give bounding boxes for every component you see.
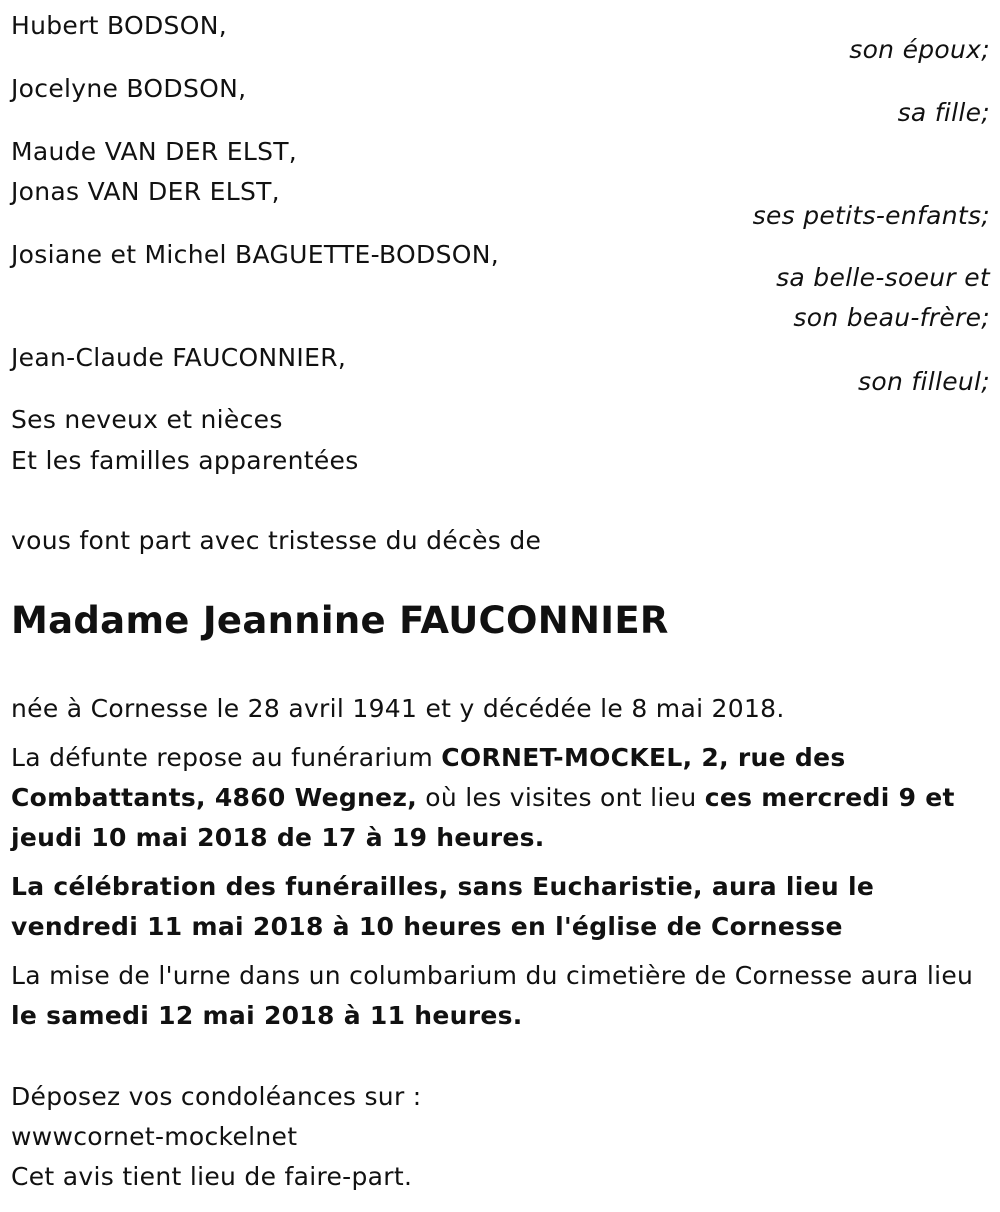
related-families: Et les familles apparentées (11, 446, 359, 475)
condolences-website: wwwcornet-mockelnet (11, 1122, 298, 1151)
family-member-jeanclaude: Jean-Claude FAUCONNIER, (11, 343, 347, 372)
relation-inlaws-line2: son beau-frère; (793, 303, 990, 332)
funeral-ceremony: La célébration des funérailles, sans Eucharistie, aura lieu le vendredi 11 mai 2018 à 10 heures en l'église de Cornesse (11, 872, 875, 941)
relation-daughter: sa fille; (897, 98, 990, 127)
funeral-home-address: CORNET-MOCKEL, 2, rue des Combattants, 4860 Wegnez, (11, 743, 846, 812)
relation-godson: son filleul; (858, 367, 990, 396)
nephews-nieces: Ses neveux et nièces (11, 405, 283, 434)
family-member-jonas: Jonas VAN DER ELST, (11, 177, 280, 206)
relation-inlaws-line1: sa belle-soeur et (776, 263, 990, 292)
urn-date: le samedi 12 mai 2018 à 11 heures. (11, 1001, 523, 1030)
visitation-middle: où les visites ont lieu (417, 783, 705, 812)
family-member-maude: Maude VAN DER ELST, (11, 137, 298, 166)
birth-death-dates: née à Cornesse le 28 avril 1941 et y décédée le 8 mai 2018. (11, 694, 785, 723)
visitation-intro: La défunte repose au funérarium (11, 743, 442, 772)
family-member-jocelyne: Jocelyne BODSON, (11, 74, 247, 103)
visitation-dates: ces mercredi 9 et jeudi 10 mai 2018 de 17 à 19 heures. (11, 783, 955, 852)
urn-paragraph (11, 956, 996, 1036)
urn-intro: La mise de l'urne dans un columbarium du cimetière de Cornesse aura lieu (11, 961, 974, 990)
family-member-josiane-michel: Josiane et Michel BAGUETTE-BODSON, (11, 240, 499, 269)
relation-spouse: son époux; (849, 35, 990, 64)
notice-text: Cet avis tient lieu de faire-part. (11, 1162, 413, 1191)
announcement-text: vous font part avec tristesse du décès de (11, 526, 542, 555)
deceased-name: Madame Jeannine FAUCONNIER (11, 599, 669, 642)
family-member-hubert: Hubert BODSON, (11, 11, 227, 40)
condolences-label: Déposez vos condoléances sur : (11, 1082, 422, 1111)
relation-grandchildren: ses petits-enfants; (752, 201, 990, 230)
visitation-paragraph (11, 738, 996, 858)
